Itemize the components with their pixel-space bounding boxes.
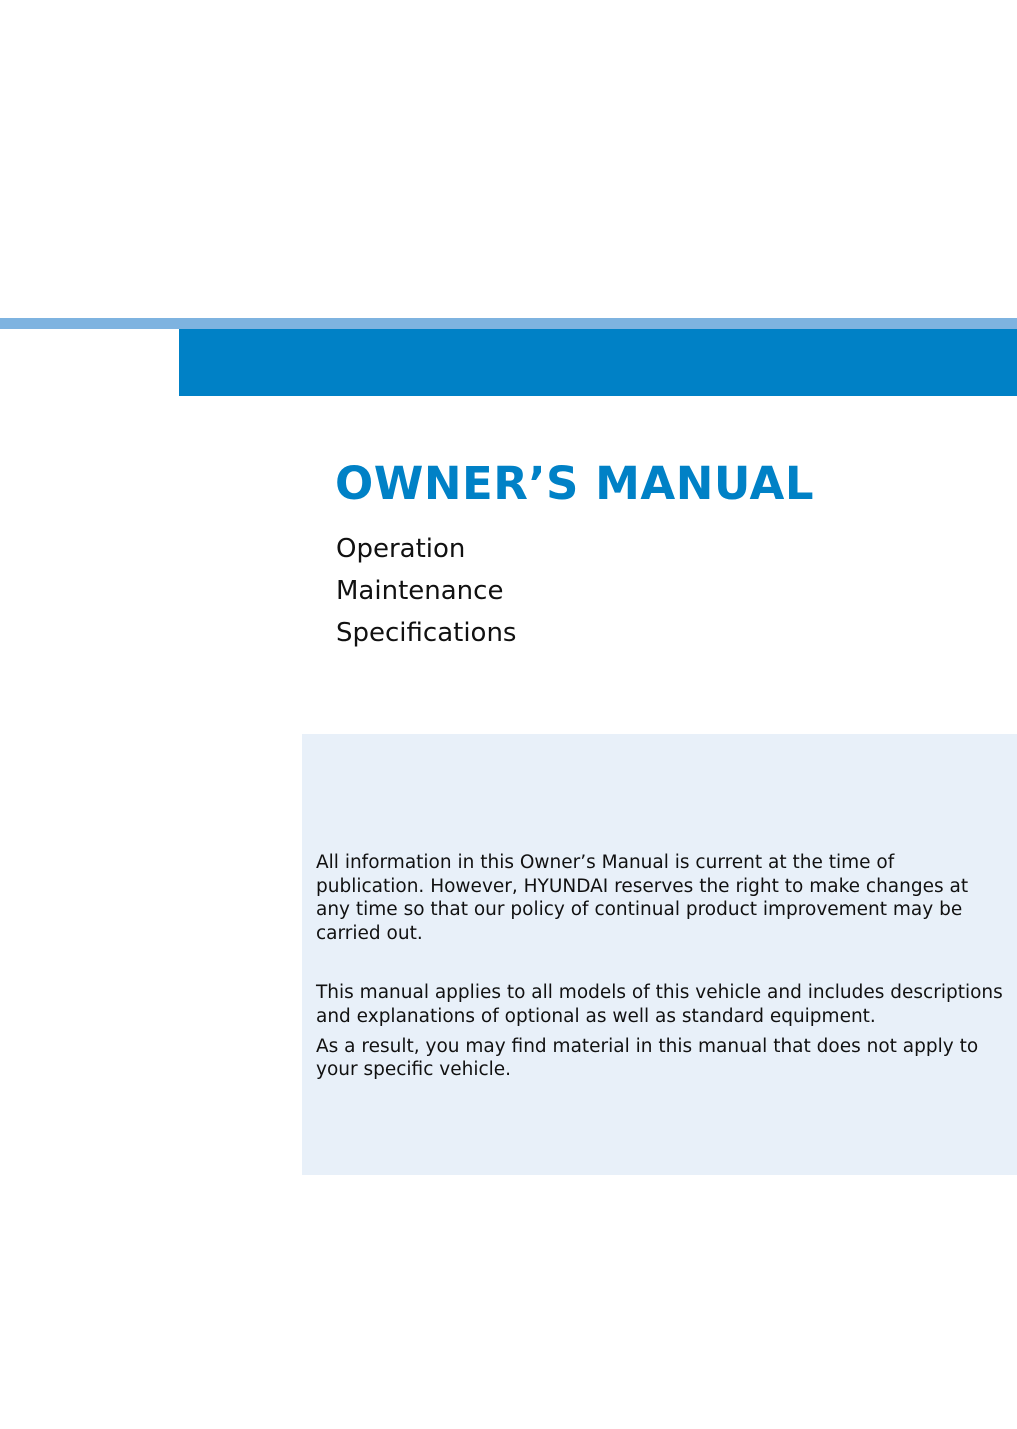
- notice-text: [316, 851, 1006, 1082]
- notice-paragraph-result: As a result, you may find material in this manual that does not apply to your specific vehicle.: [316, 1035, 979, 1081]
- subtitle-specifications: Specifications: [336, 618, 517, 648]
- subtitle-operation: Operation: [336, 534, 466, 564]
- notice-paragraph-applicability: This manual applies to all models of this vehicle and includes descriptions and explanations of optional as well as standard equipment.: [316, 982, 1003, 1027]
- dark-blue-band: [179, 329, 1017, 396]
- light-blue-stripe: [0, 318, 1017, 329]
- subtitle-list: [336, 528, 516, 654]
- page-title: OWNER’S MANUAL: [335, 457, 815, 510]
- notice-paragraph-currency: All information in this Owner’s Manual is current at the time of publication. However, HYUNDAI reserves the right to make changes at any time so that our policy of continual product improvement may be carried out.: [316, 852, 969, 944]
- subtitle-maintenance: Maintenance: [336, 576, 504, 606]
- notice-box: [302, 734, 1017, 1175]
